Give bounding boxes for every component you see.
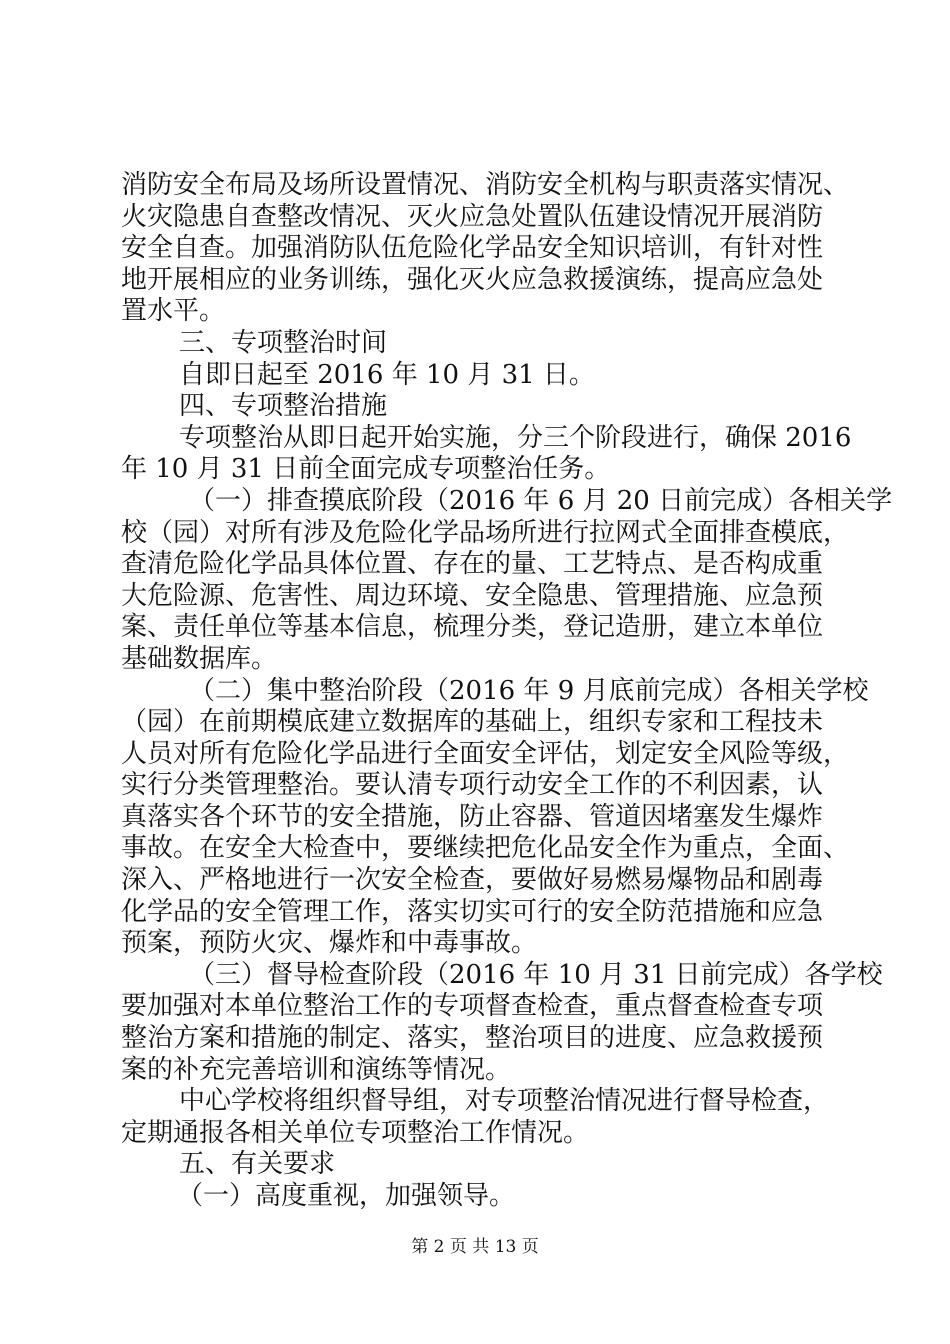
text-line: 案、责任单位等基本信息，梳理分类，登记造册，建立本单位 [121, 612, 824, 643]
text-line: 要加强对本单位整治工作的专项督查检查，重点督查检查专项 [121, 991, 824, 1022]
text-line: 化学品的安全管理工作，落实切实可行的安全防范措施和应急 [121, 896, 824, 927]
text-line: 自即日起至 2016 年 10 月 31 日。 [179, 359, 595, 390]
subsection-line: （二）集中整治阶段（2016 年 9 月底前完成）各相关学校 [189, 675, 869, 706]
section-heading: 四、专项整治措施 [179, 391, 388, 422]
text-line: 基础数据库。 [121, 643, 278, 674]
text-line: 深入、严格地进行一次安全检查，要做好易燃易爆物品和剧毒 [121, 865, 824, 896]
section-heading: 五、有关要求 [179, 1149, 336, 1180]
text-line: 安全自查。加强消防队伍危险化学品安全知识培训，有针对性 [121, 233, 824, 264]
text-line: 校（园）对所有涉及危险化学品场所进行拉网式全面排查模底， [121, 517, 850, 548]
text-line: 专项整治从即日起开始实施，分三个阶段进行，确保 2016 [179, 422, 852, 453]
text-line: 真落实各个环节的安全措施，防止容器、管道因堵塞发生爆炸 [121, 801, 824, 832]
text-line: 事故。在安全大检查中，要继续把危化品安全作为重点，全面、 [121, 833, 850, 864]
text-line: 定期通报各相关单位专项整治工作情况。 [121, 1117, 590, 1148]
text-line: 实行分类管理整治。要认清专项行动安全工作的不利因素，认 [121, 770, 824, 801]
text-line: 消防安全布局及场所设置情况、消防安全机构与职责落实情况、 [121, 170, 850, 200]
text-line: 人员对所有危险化学品进行全面安全评估，划定安全风险等级， [121, 738, 850, 769]
text-line: 年 10 月 31 日前全面完成专项整治任务。 [121, 454, 611, 485]
text-line: 火灾隐患自查整改情况、灭火应急处置队伍建设情况开展消防 [121, 201, 824, 232]
text-line: 地开展相应的业务训练，强化灭火应急救援演练，提高应急处 [121, 264, 824, 295]
text-line: 置水平。 [121, 296, 226, 327]
page-number-footer: 第 2 页 共 13 页 [411, 1237, 539, 1257]
text-line: 查清危险化学品具体位置、存在的量、工艺特点、是否构成重 [121, 549, 824, 580]
text-line: 中心学校将组织督导组，对专项整治情况进行督导检查， [179, 1086, 830, 1117]
document-body [121, 170, 893, 1213]
subsection-line: （三）督导检查阶段（2016 年 10 月 31 日前完成）各学校 [189, 959, 883, 990]
text-line: 案的补充完善培训和演练等情况。 [121, 1054, 512, 1085]
subsection-line: （一）高度重视，加强领导。 [177, 1181, 516, 1211]
subsection-line: （一）排查摸底阶段（2016 年 6 月 20 日前完成）各相关学 [189, 485, 893, 516]
text-line: （园）在前期模底建立数据库的基础上，组织专家和工程技未 [121, 707, 824, 738]
text-line: 整治方案和措施的制定、落实，整治项目的进度、应急救援预 [121, 1023, 824, 1054]
text-line: 大危险源、危害性、周边环境、安全隐患、管理措施、应急预 [121, 580, 824, 611]
text-line: 预案，预防火灾、爆炸和中毒事故。 [121, 928, 538, 959]
section-heading: 三、专项整治时间 [179, 327, 388, 358]
